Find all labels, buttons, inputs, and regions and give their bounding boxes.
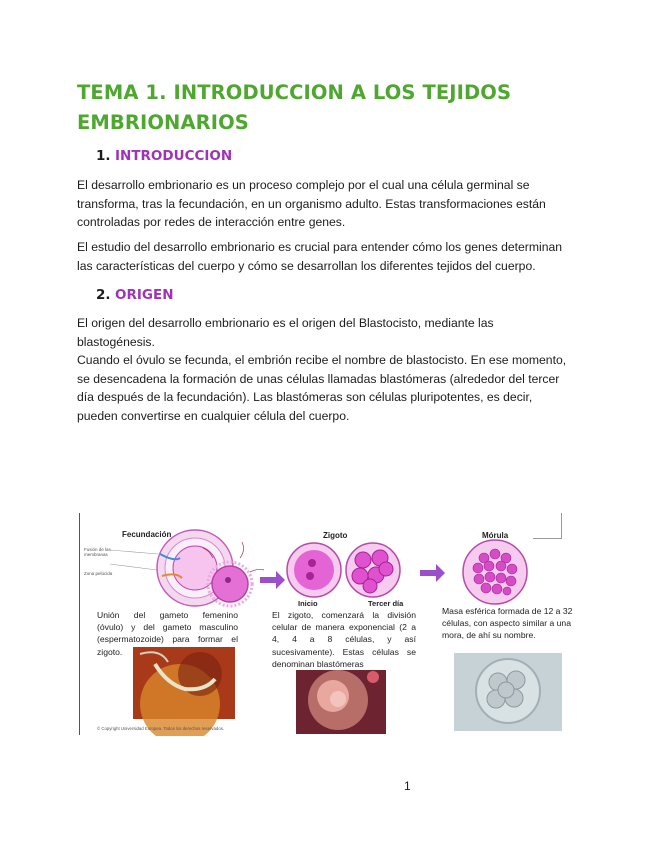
- mini-label-fusion: Fusión de las membranas: [84, 547, 111, 557]
- stage-label-zigoto: Zigoto: [323, 531, 348, 540]
- page-number: 1: [404, 779, 411, 793]
- paragraph-line: se desencadena la formación de unas células llamadas blastómeras (alrededor del tercer: [77, 371, 560, 386]
- stage-label-fecundacion: Fecundación: [122, 530, 172, 539]
- caption-line: Masa esférica formada de 12 a 32: [442, 606, 573, 616]
- caption-zigoto: [272, 609, 416, 670]
- morula-icon: [463, 540, 527, 604]
- caption-line: 4, 4 a 8 células, y así: [272, 634, 416, 645]
- zygote-third-day-icon: [346, 543, 400, 597]
- caption-line: celular de manera exponencial (2 a: [272, 622, 416, 633]
- blastomere-photo: [296, 670, 386, 734]
- section-heading-text: INTRODUCCION: [115, 148, 233, 164]
- paragraph-line: Cuando el óvulo se fecunda, el embrión recibe el nombre de blastocisto. En ese momento,: [77, 353, 567, 368]
- paragraph-intro-2: [77, 238, 587, 275]
- mini-label-zona: Zona pelúcida: [84, 571, 113, 576]
- caption-fecundacion: [97, 609, 238, 658]
- paragraph-line: las características del cuerpo y cómo se desarrollan los diferentes tejidos del cuerpo.: [77, 258, 536, 273]
- caption-line: El zigoto, comenzará la división: [272, 610, 416, 620]
- paragraph-line: El origen del desarrollo embrionario es el origen del Blastocisto, mediante las: [77, 316, 494, 330]
- sub-label-tercer-dia: Tercer día: [368, 599, 404, 608]
- paragraph-line: día después de la fecundación). Las blastómeras son células pluripotentes, es decir,: [77, 390, 533, 405]
- caption-line: mora, de ahí su nombre.: [442, 630, 536, 641]
- title-line-1: TEMA 1. INTRODUCCION A LOS TEJIDOS: [77, 81, 512, 104]
- title-line-2: EMBRIONARIOS: [77, 111, 249, 134]
- section-heading-text: ORIGEN: [115, 287, 174, 303]
- paragraph-line: El desarrollo embrionario es un proceso complejo por el cual una célula germinal se: [77, 178, 530, 192]
- section-heading-introduccion: [96, 148, 232, 164]
- paragraph-line: transforma, tras la fecundación, en un organismo adulto. Estas transformaciones están: [77, 196, 546, 211]
- section-heading-origen: [96, 287, 174, 303]
- arrow-icon: [420, 564, 445, 582]
- paragraph-line: blastogénesis.: [77, 334, 155, 349]
- document-title: [77, 78, 577, 138]
- caption-line: zigoto.: [97, 646, 123, 657]
- paragraph-origen: [77, 314, 587, 426]
- caption-line: (óvulo) y del gameto masculino: [97, 622, 238, 633]
- caption-line: (espermatozoide) para formar el: [97, 634, 238, 645]
- caption-line: células, con aspecto similar a una: [442, 618, 571, 629]
- arrow-icon: [260, 571, 285, 589]
- sub-label-inicio: Inicio: [298, 599, 318, 608]
- paragraph-line: controladas por redes de interacción entre genes.: [77, 215, 346, 230]
- caption-line: denominan blastómeras: [272, 658, 364, 669]
- figure-copyright: © Copyright Universidad Europea. Todos los derechos reservados.: [97, 726, 225, 731]
- morula-photo: [454, 653, 562, 731]
- stage-label-morula: Mórula: [482, 531, 509, 540]
- caption-line: Unión del gameto femenino: [97, 610, 238, 620]
- paragraph-line: El estudio del desarrollo embrionario es crucial para entender cómo los genes determinan: [77, 240, 563, 254]
- paragraph-line: pueden convertirse en cualquier célula del cuerpo.: [77, 408, 350, 423]
- section-number: 2.: [96, 287, 111, 303]
- paragraph-intro-1: [77, 176, 587, 232]
- section-number: 1.: [96, 148, 111, 164]
- zygote-start-icon: [287, 543, 341, 597]
- fertilization-photo: [133, 647, 235, 736]
- caption-line: sucesivamente). Estas células se: [272, 646, 416, 657]
- caption-morula: [442, 605, 573, 642]
